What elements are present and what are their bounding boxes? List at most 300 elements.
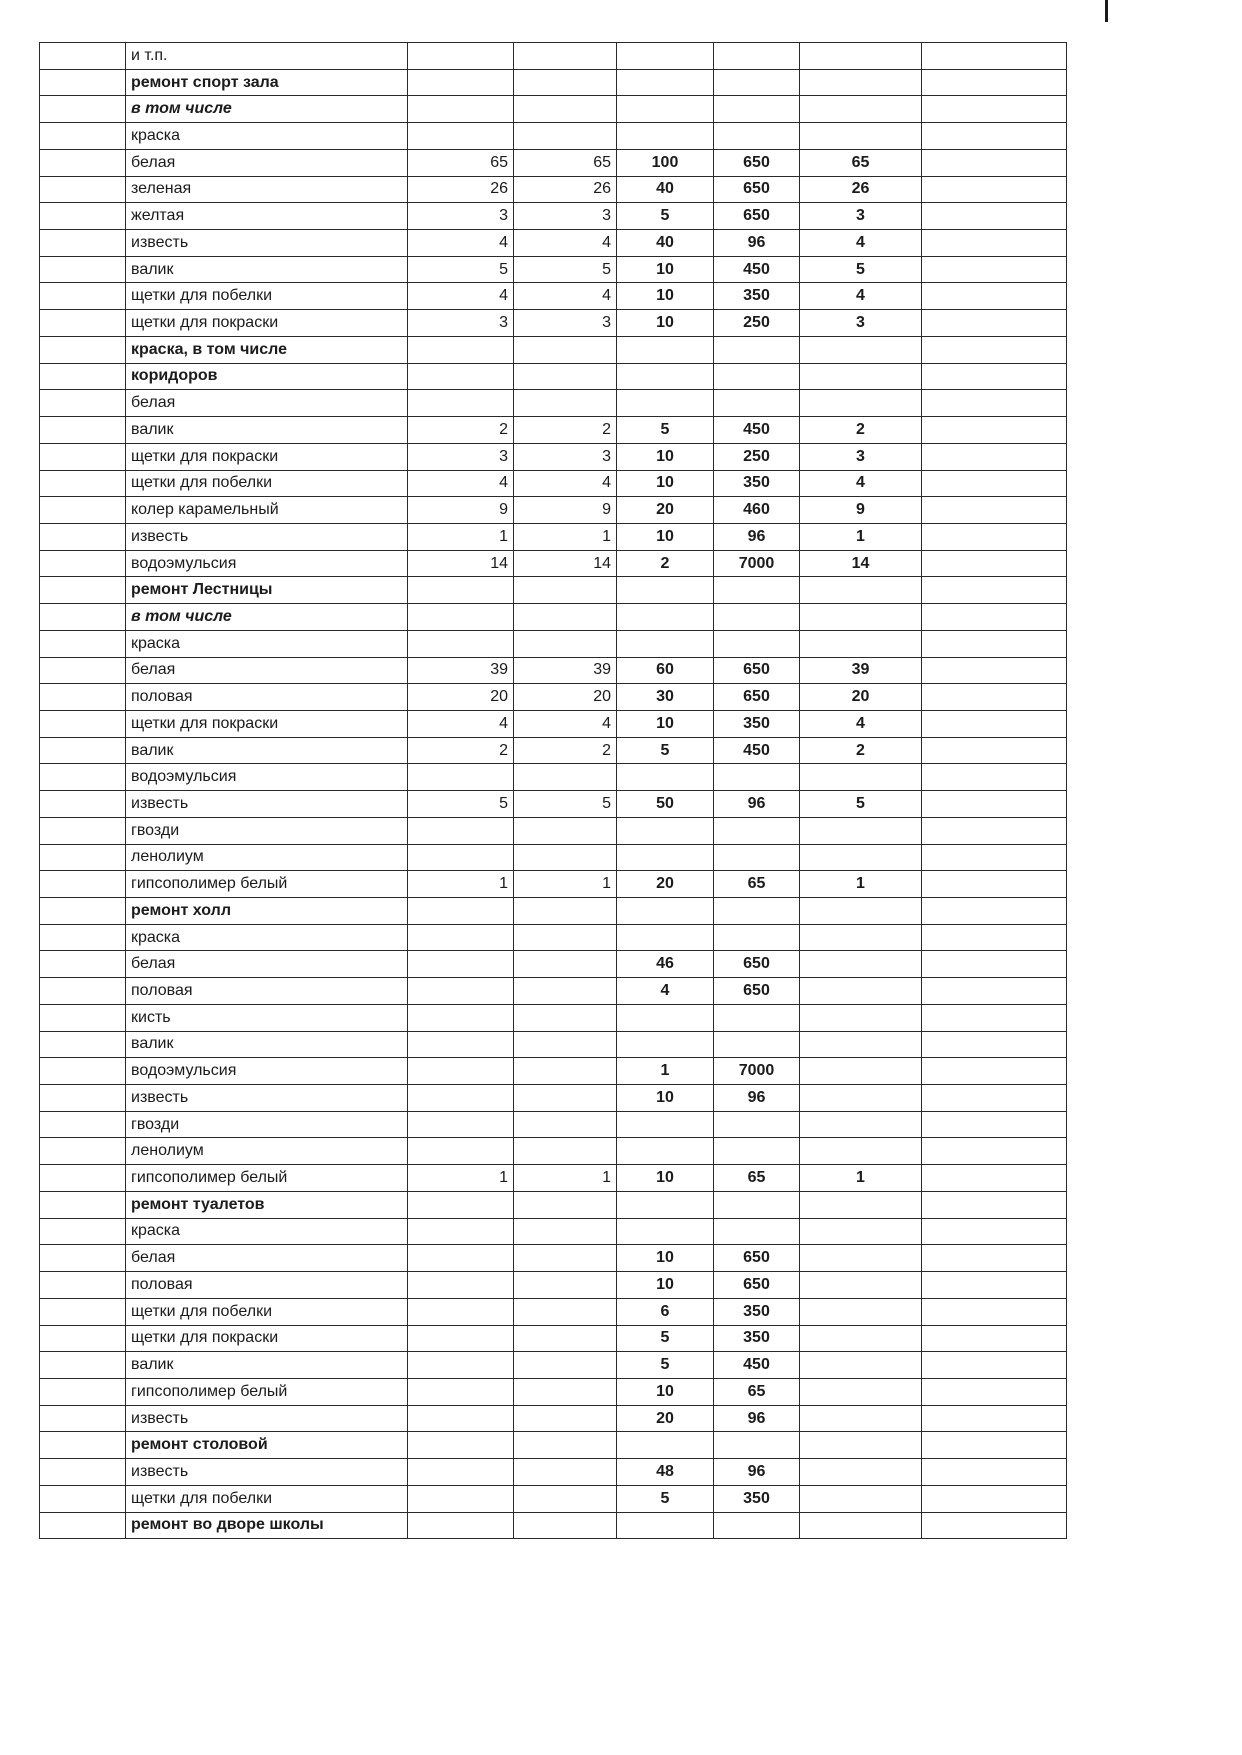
notes-cell [922,523,1067,550]
quantity-cell-3 [800,123,922,150]
scan-edge-mark [1105,0,1108,22]
notes-cell [922,684,1067,711]
quantity-cell-3 [800,1218,922,1245]
item-name-cell: щетки для побелки [126,283,408,310]
quantity-cell-2: 2 [514,417,617,444]
row-number-cell [40,203,126,230]
amount-cell [617,1512,714,1539]
quantity-cell-1: 2 [408,417,514,444]
quantity-cell-3 [800,1378,922,1405]
quantity-cell-2 [514,1485,617,1512]
notes-cell [922,1512,1067,1539]
notes-cell [922,1378,1067,1405]
quantity-cell-3 [800,1512,922,1539]
notes-cell [922,1004,1067,1031]
amount-cell: 46 [617,951,714,978]
price-cell: 96 [714,1459,800,1486]
quantity-cell-2 [514,1325,617,1352]
table-row [40,417,1067,444]
quantity-cell-2: 5 [514,256,617,283]
price-cell: 650 [714,149,800,176]
quantity-cell-3: 39 [800,657,922,684]
price-cell: 450 [714,737,800,764]
quantity-cell-3 [800,1405,922,1432]
quantity-cell-1 [408,1405,514,1432]
quantity-cell-2: 3 [514,443,617,470]
amount-cell: 10 [617,310,714,337]
quantity-cell-3 [800,1325,922,1352]
row-number-cell [40,1485,126,1512]
item-name-cell: белая [126,951,408,978]
table-row [40,203,1067,230]
table-row [40,256,1067,283]
quantity-cell-1 [408,336,514,363]
notes-cell [922,1298,1067,1325]
quantity-cell-2 [514,1378,617,1405]
row-number-cell [40,1245,126,1272]
quantity-cell-1 [408,1298,514,1325]
quantity-cell-2: 65 [514,149,617,176]
notes-cell [922,203,1067,230]
row-number-cell [40,43,126,70]
item-name-cell: щетки для побелки [126,470,408,497]
item-name-cell: колер карамельный [126,497,408,524]
notes-cell [922,443,1067,470]
quantity-cell-2 [514,1111,617,1138]
amount-cell [617,577,714,604]
quantity-cell-1 [408,1485,514,1512]
item-name-cell: валик [126,256,408,283]
table-row [40,43,1067,70]
price-cell [714,1004,800,1031]
quantity-cell-1 [408,1191,514,1218]
notes-cell [922,390,1067,417]
item-name-cell: водоэмульсия [126,550,408,577]
quantity-cell-2 [514,69,617,96]
quantity-cell-1 [408,1031,514,1058]
quantity-cell-1: 2 [408,737,514,764]
quantity-cell-1: 4 [408,710,514,737]
quantity-cell-3: 2 [800,417,922,444]
row-number-cell [40,96,126,123]
price-cell [714,577,800,604]
row-number-cell [40,657,126,684]
quantity-cell-2: 1 [514,523,617,550]
table-row [40,1405,1067,1432]
price-cell: 350 [714,470,800,497]
price-cell [714,630,800,657]
amount-cell [617,898,714,925]
row-number-cell [40,978,126,1005]
quantity-cell-1 [408,844,514,871]
notes-cell [922,96,1067,123]
quantity-cell-3 [800,844,922,871]
quantity-cell-3: 4 [800,283,922,310]
amount-cell: 10 [617,283,714,310]
quantity-cell-3 [800,604,922,631]
quantity-cell-3 [800,1459,922,1486]
amount-cell: 5 [617,417,714,444]
amount-cell [617,363,714,390]
quantity-cell-2 [514,1191,617,1218]
price-cell: 650 [714,951,800,978]
item-name-cell: желтая [126,203,408,230]
item-name-cell: и т.п. [126,43,408,70]
quantity-cell-3 [800,630,922,657]
quantity-cell-2: 1 [514,871,617,898]
row-number-cell [40,1272,126,1299]
notes-cell [922,310,1067,337]
quantity-cell-2 [514,1352,617,1379]
row-number-cell [40,283,126,310]
item-name-cell: водоэмульсия [126,1058,408,1085]
quantity-cell-2: 5 [514,791,617,818]
table-row [40,737,1067,764]
table-row [40,1138,1067,1165]
row-number-cell [40,764,126,791]
section-heading-row [40,1432,1067,1459]
quantity-cell-3 [800,43,922,70]
amount-cell: 10 [617,443,714,470]
price-cell [714,898,800,925]
quantity-cell-3 [800,1432,922,1459]
notes-cell [922,657,1067,684]
notes-cell [922,1165,1067,1192]
price-cell: 650 [714,978,800,1005]
price-cell [714,1218,800,1245]
notes-cell [922,69,1067,96]
item-name-cell: щетки для покраски [126,710,408,737]
row-number-cell [40,230,126,257]
notes-cell [922,1405,1067,1432]
price-cell: 350 [714,1485,800,1512]
table-row [40,497,1067,524]
table-row [40,550,1067,577]
quantity-cell-2 [514,924,617,951]
row-number-cell [40,550,126,577]
notes-cell [922,1272,1067,1299]
notes-cell [922,951,1067,978]
quantity-cell-2: 14 [514,550,617,577]
quantity-cell-3: 3 [800,443,922,470]
quantity-cell-1 [408,1272,514,1299]
price-cell: 65 [714,871,800,898]
item-name-cell: известь [126,230,408,257]
price-cell: 650 [714,684,800,711]
quantity-cell-3: 1 [800,523,922,550]
notes-cell [922,817,1067,844]
quantity-cell-2 [514,1085,617,1112]
notes-cell [922,1245,1067,1272]
amount-cell: 10 [617,470,714,497]
row-number-cell [40,1325,126,1352]
item-name-cell: ремонт туалетов [126,1191,408,1218]
quantity-cell-1 [408,978,514,1005]
row-number-cell [40,1085,126,1112]
item-name-cell: валик [126,737,408,764]
quantity-cell-1: 1 [408,871,514,898]
amount-cell [617,817,714,844]
notes-cell [922,764,1067,791]
quantity-cell-2: 20 [514,684,617,711]
notes-cell [922,550,1067,577]
price-cell [714,844,800,871]
price-cell: 350 [714,283,800,310]
table-row [40,817,1067,844]
price-cell [714,817,800,844]
notes-cell [922,283,1067,310]
notes-cell [922,1485,1067,1512]
table-row [40,230,1067,257]
section-heading-row [40,363,1067,390]
quantity-cell-3: 3 [800,203,922,230]
quantity-cell-3: 26 [800,176,922,203]
quantity-cell-2 [514,1432,617,1459]
quantity-cell-1 [408,898,514,925]
quantity-cell-1 [408,1512,514,1539]
quantity-cell-2 [514,604,617,631]
quantity-cell-2: 39 [514,657,617,684]
row-number-cell [40,924,126,951]
row-number-cell [40,1352,126,1379]
price-cell: 650 [714,1272,800,1299]
quantity-cell-1 [408,1352,514,1379]
quantity-cell-3 [800,363,922,390]
table-row [40,123,1067,150]
quantity-cell-1: 1 [408,1165,514,1192]
price-cell: 96 [714,1085,800,1112]
notes-cell [922,1031,1067,1058]
quantity-cell-1 [408,1432,514,1459]
item-name-cell: гипсополимер белый [126,1378,408,1405]
amount-cell: 48 [617,1459,714,1486]
notes-cell [922,871,1067,898]
quantity-cell-3 [800,951,922,978]
amount-cell: 100 [617,149,714,176]
quantity-cell-1: 20 [408,684,514,711]
notes-cell [922,230,1067,257]
quantity-cell-2 [514,1138,617,1165]
table-row [40,630,1067,657]
price-cell: 7000 [714,550,800,577]
quantity-cell-1 [408,363,514,390]
subsection-row [40,604,1067,631]
notes-cell [922,417,1067,444]
item-name-cell: ремонт спорт зала [126,69,408,96]
quantity-cell-3 [800,1352,922,1379]
quantity-cell-3: 2 [800,737,922,764]
notes-cell [922,1218,1067,1245]
item-name-cell: известь [126,1405,408,1432]
notes-cell [922,1138,1067,1165]
item-name-cell: водоэмульсия [126,764,408,791]
quantity-cell-3: 5 [800,256,922,283]
quantity-cell-2 [514,1058,617,1085]
item-name-cell: валик [126,1352,408,1379]
table-row [40,924,1067,951]
notes-cell [922,1432,1067,1459]
amount-cell [617,630,714,657]
amount-cell [617,1218,714,1245]
row-number-cell [40,69,126,96]
quantity-cell-3: 4 [800,230,922,257]
notes-cell [922,791,1067,818]
amount-cell [617,390,714,417]
amount-cell: 10 [617,1245,714,1272]
price-cell [714,1432,800,1459]
row-number-cell [40,363,126,390]
item-name-cell: гипсополимер белый [126,871,408,898]
quantity-cell-1: 14 [408,550,514,577]
quantity-cell-3 [800,1298,922,1325]
amount-cell: 50 [617,791,714,818]
item-name-cell: краска [126,630,408,657]
row-number-cell [40,1405,126,1432]
table-row [40,710,1067,737]
notes-cell [922,1325,1067,1352]
price-cell: 650 [714,203,800,230]
notes-cell [922,604,1067,631]
quantity-cell-3: 1 [800,871,922,898]
item-name-cell: половая [126,1272,408,1299]
quantity-cell-1: 65 [408,149,514,176]
quantity-cell-2 [514,817,617,844]
table-row [40,176,1067,203]
quantity-cell-3: 20 [800,684,922,711]
notes-cell [922,336,1067,363]
price-cell: 350 [714,1325,800,1352]
price-cell [714,764,800,791]
item-name-cell: щетки для покраски [126,1325,408,1352]
quantity-cell-1 [408,1218,514,1245]
table-row [40,791,1067,818]
row-number-cell [40,817,126,844]
price-cell [714,363,800,390]
notes-cell [922,1352,1067,1379]
item-name-cell: половая [126,684,408,711]
row-number-cell [40,176,126,203]
quantity-cell-1: 4 [408,230,514,257]
quantity-cell-2 [514,43,617,70]
quantity-cell-2: 3 [514,203,617,230]
amount-cell [617,69,714,96]
quantity-cell-3 [800,898,922,925]
quantity-cell-1 [408,1004,514,1031]
quantity-cell-1 [408,924,514,951]
amount-cell: 5 [617,737,714,764]
amount-cell [617,1432,714,1459]
amount-cell: 10 [617,1378,714,1405]
price-cell: 65 [714,1165,800,1192]
item-name-cell: белая [126,1245,408,1272]
row-number-cell [40,497,126,524]
price-cell: 96 [714,791,800,818]
item-name-cell: гвозди [126,1111,408,1138]
table-row [40,657,1067,684]
amount-cell: 1 [617,1058,714,1085]
table-row [40,310,1067,337]
quantity-cell-1 [408,1138,514,1165]
row-number-cell [40,336,126,363]
notes-cell [922,149,1067,176]
quantity-cell-2 [514,630,617,657]
item-name-cell: в том числе [126,96,408,123]
row-number-cell [40,844,126,871]
quantity-cell-3 [800,1245,922,1272]
notes-cell [922,256,1067,283]
price-cell [714,1191,800,1218]
amount-cell [617,123,714,150]
quantity-cell-3 [800,69,922,96]
price-cell [714,924,800,951]
item-name-cell: в том числе [126,604,408,631]
price-cell: 250 [714,443,800,470]
quantity-cell-2 [514,123,617,150]
quantity-cell-3 [800,336,922,363]
quantity-cell-1 [408,1111,514,1138]
price-cell: 7000 [714,1058,800,1085]
item-name-cell: известь [126,523,408,550]
price-cell [714,336,800,363]
notes-cell [922,630,1067,657]
price-cell: 96 [714,230,800,257]
quantity-cell-1: 1 [408,523,514,550]
row-number-cell [40,604,126,631]
quantity-cell-3 [800,1138,922,1165]
table-row [40,1058,1067,1085]
quantity-cell-1: 3 [408,310,514,337]
notes-cell [922,924,1067,951]
notes-cell [922,710,1067,737]
quantity-cell-2 [514,390,617,417]
table-row [40,1298,1067,1325]
quantity-cell-1 [408,69,514,96]
section-heading-row [40,1512,1067,1539]
row-number-cell [40,577,126,604]
notes-cell [922,43,1067,70]
table-row [40,1245,1067,1272]
quantity-cell-2 [514,1245,617,1272]
quantity-cell-2 [514,96,617,123]
amount-cell: 5 [617,203,714,230]
quantity-cell-1: 3 [408,443,514,470]
quantity-cell-1 [408,577,514,604]
amount-cell: 30 [617,684,714,711]
quantity-cell-2 [514,951,617,978]
price-cell [714,96,800,123]
quantity-cell-1 [408,951,514,978]
amount-cell [617,924,714,951]
item-name-cell: гвозди [126,817,408,844]
table-row [40,1085,1067,1112]
item-name-cell: ленолиум [126,1138,408,1165]
table-row [40,871,1067,898]
item-name-cell: валик [126,417,408,444]
amount-cell: 20 [617,497,714,524]
item-name-cell: щетки для покраски [126,443,408,470]
notes-cell [922,1085,1067,1112]
table-row [40,1004,1067,1031]
notes-cell [922,898,1067,925]
item-name-cell: известь [126,1085,408,1112]
quantity-cell-1: 4 [408,470,514,497]
row-number-cell [40,951,126,978]
quantity-cell-2 [514,1405,617,1432]
amount-cell [617,336,714,363]
row-number-cell [40,1165,126,1192]
section-heading-row [40,69,1067,96]
table-row [40,390,1067,417]
